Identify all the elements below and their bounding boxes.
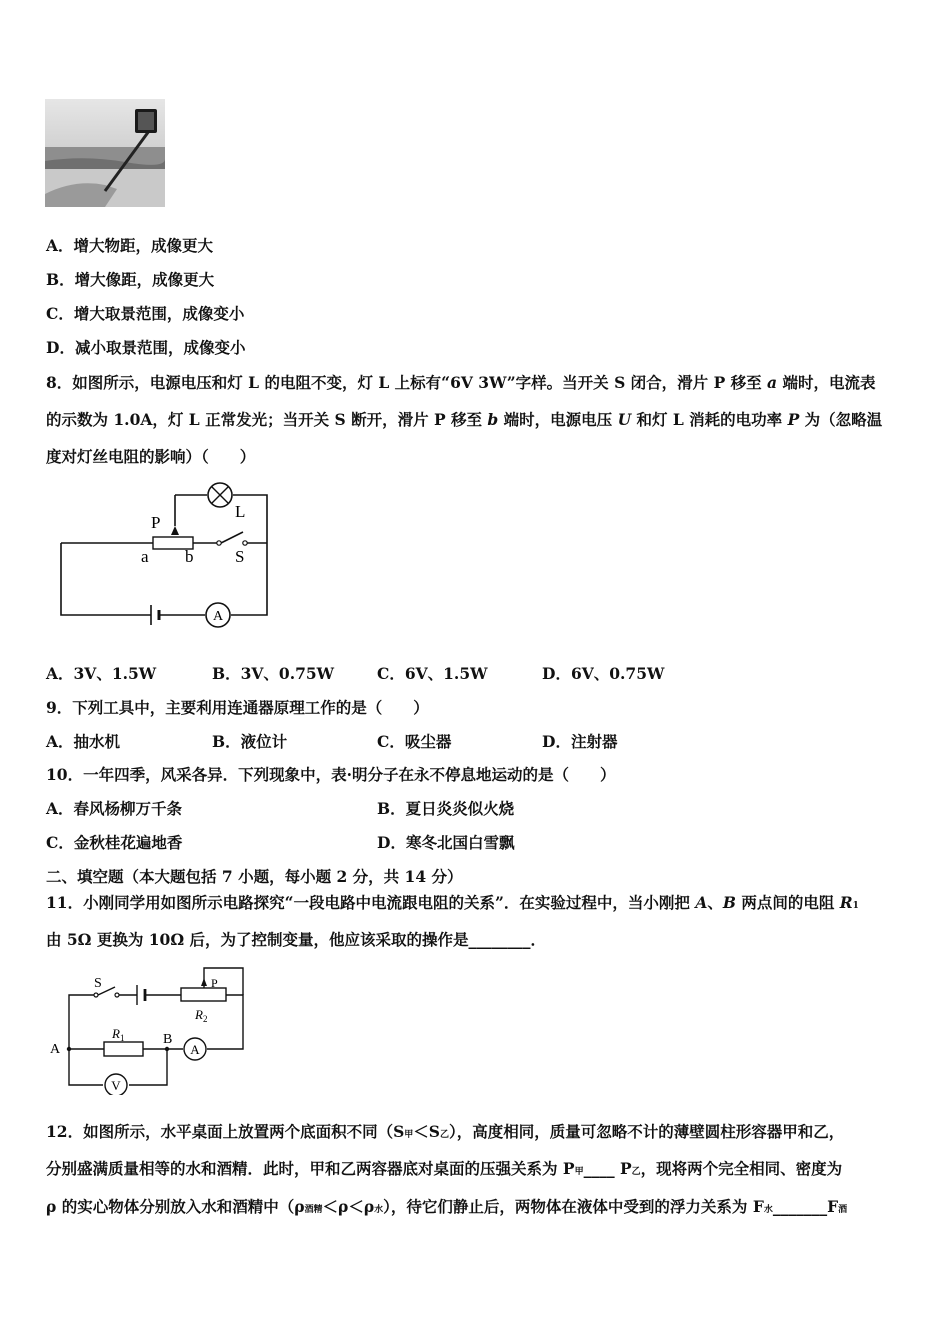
q8-option-a: A．3V、1.5W bbox=[46, 664, 157, 683]
q8-label-P: P bbox=[151, 513, 161, 532]
q7-option-d: D．减小取景范围，成像变小 bbox=[46, 338, 246, 357]
q11-line1-R: R bbox=[839, 893, 853, 912]
svg-text:A: A bbox=[190, 1042, 200, 1057]
q12-line3-pre: ρ 的实心物体分别放入水和酒精中（ρ bbox=[46, 1197, 305, 1216]
svg-text:V: V bbox=[111, 1078, 121, 1093]
q12-line3-mid3: _______F bbox=[772, 1197, 839, 1216]
q8-label-a: a bbox=[141, 547, 149, 566]
q11-label-R2: $R_2$ bbox=[195, 1007, 208, 1024]
q12-line2-mid: ____ P bbox=[583, 1159, 632, 1178]
q8-stem-line1 bbox=[46, 373, 875, 393]
q12-line3-sub3: 水 bbox=[763, 1205, 773, 1215]
q11-line1-mid: 两点间的电阻 bbox=[735, 893, 840, 912]
q7-option-a: A．增大物距，成像更大 bbox=[46, 236, 214, 255]
q12-stem-line3 bbox=[46, 1197, 847, 1220]
q8-line2-U: U bbox=[617, 410, 632, 429]
q11-line1-B: B bbox=[722, 893, 736, 912]
q10-option-d: D．寒冬北国白雪飘 bbox=[377, 833, 515, 852]
q10-option-c: C．金秋桂花遍地香 bbox=[46, 833, 183, 852]
q11-label-P: P bbox=[211, 976, 218, 990]
q12-line1-mid: ＜S bbox=[413, 1122, 440, 1141]
q8-option-d: D．6V、0.75W bbox=[542, 664, 665, 683]
q8-line1-pre: 8．如图所示，电源电压和灯 L 的电阻不变，灯 L 上标有“6V 3W”字样。当开关 S 闭合，滑片 P 移至 bbox=[46, 373, 768, 392]
q11-rheostat-r2 bbox=[181, 988, 226, 1001]
q8-line2-mid2: 和灯 L 消耗的电功率 bbox=[631, 410, 788, 429]
q12-line3-sub2: 水 bbox=[374, 1205, 384, 1215]
q11-line1-sep: 、 bbox=[707, 893, 723, 912]
q7-option-b: B．增大像距，成像更大 bbox=[46, 270, 215, 289]
q12-line3-mid: ＜ρ＜ρ bbox=[322, 1197, 375, 1216]
q8-stem-line2 bbox=[46, 410, 882, 430]
q11-resistor-r1 bbox=[104, 1042, 143, 1056]
q12-stem-line1 bbox=[46, 1122, 844, 1145]
q8-line2-b: b bbox=[487, 410, 499, 429]
q9-option-a: A．抽水机 bbox=[46, 732, 121, 751]
q8-line2-P: P bbox=[787, 410, 800, 429]
q12-line1-post: ），高度相同，质量可忽略不计的薄壁圆柱形容器甲和乙， bbox=[449, 1122, 845, 1141]
q12-line1-sub1: 甲 bbox=[404, 1130, 414, 1140]
q12-line2-sub2: 乙 bbox=[631, 1167, 641, 1177]
q11-label-B-node: B bbox=[163, 1032, 173, 1047]
q8-line2-mid: 端时，电源电压 bbox=[498, 410, 618, 429]
selfie-stick-photo bbox=[45, 99, 165, 207]
q8-circuit-diagram bbox=[55, 480, 275, 630]
q11-label-S: S bbox=[94, 976, 102, 991]
q10-option-b: B．夏日炎炎似火烧 bbox=[377, 799, 515, 818]
q12-line2-pre: 分别盛满质量相等的水和酒精．此时，甲和乙两容器底对桌面的压强关系为 P bbox=[46, 1159, 575, 1178]
q11-label-R1: $R_1$ bbox=[112, 1026, 125, 1043]
q11-battery-icon bbox=[137, 985, 145, 1005]
q11-stem-line1 bbox=[46, 893, 859, 916]
q8-line1-a: a bbox=[767, 373, 778, 392]
q8-label-S: S bbox=[235, 547, 245, 566]
q12-line2-post: ，现将两个完全相同、密度为 bbox=[640, 1159, 843, 1178]
q11-stem-line2: 由 5Ω 更换为 10Ω 后，为了控制变量，他应该采取的操作是________． bbox=[46, 930, 547, 949]
q10-option-a: A．春风杨柳万千条 bbox=[46, 799, 183, 818]
q12-stem-line2 bbox=[46, 1159, 842, 1182]
q11-ammeter-icon bbox=[184, 1038, 206, 1060]
q9-stem: 9．下列工具中，主要利用连通器原理工作的是（ ） bbox=[46, 698, 429, 717]
q7-option-c: C．增大取景范围，成像变小 bbox=[46, 304, 245, 323]
q11-circuit-diagram bbox=[45, 965, 255, 1095]
q12-line3-mid2: ），待它们静止后，两物体在液体中受到的浮力关系为 F bbox=[383, 1197, 764, 1216]
q8-option-c: C．6V、1.5W bbox=[377, 664, 488, 683]
q8-label-L: L bbox=[235, 502, 246, 521]
q12-line2-sub1: 甲 bbox=[574, 1167, 584, 1177]
q11-line1-sub: 1 bbox=[852, 901, 859, 911]
q12-line1-sub2: 乙 bbox=[439, 1130, 449, 1140]
q11-line1-A: A bbox=[695, 893, 708, 912]
q8-stem-line3: 度对灯丝电阻的影响）（ ） bbox=[46, 447, 256, 466]
q9-option-c: C．吸尘器 bbox=[377, 732, 452, 751]
q11-voltmeter-icon bbox=[105, 1074, 127, 1095]
q9-option-b: B．液位计 bbox=[212, 732, 288, 751]
q10-stem: 10．一年四季，风采各异．下列现象中，表·明分子在永不停息地运动的是（ ） bbox=[46, 765, 616, 784]
q8-battery-icon bbox=[151, 605, 159, 625]
q8-line2-pre: 的示数为 1.0A，灯 L 正常发光；当开关 S 断开，滑片 P 移至 bbox=[46, 410, 488, 429]
q8-option-b: B．3V、0.75W bbox=[212, 664, 335, 683]
q11-line1-pre: 11．小刚同学用如图所示电路探究“一段电路中电流跟电阻的关系”．在实验过程中，当小刚把 bbox=[46, 893, 696, 912]
q8-line1-post: 端时，电流表 bbox=[777, 373, 876, 392]
q8-line2-post: 为（忽略温 bbox=[799, 410, 883, 429]
q9-option-d: D．注射器 bbox=[542, 732, 618, 751]
q8-ammeter-icon bbox=[206, 603, 230, 627]
svg-text:A: A bbox=[212, 609, 224, 624]
q12-line1-pre: 12．如图所示，水平桌面上放置两个底面积不同（S bbox=[46, 1122, 405, 1141]
q12-line3-sub1: 酒精 bbox=[304, 1205, 323, 1215]
section-2-heading: 二、填空题（本大题包括 7 小题，每小题 2 分，共 14 分） bbox=[46, 867, 463, 886]
q8-lamp-icon bbox=[208, 483, 232, 507]
q8-label-b: b bbox=[185, 547, 194, 566]
q11-label-A-node: A bbox=[50, 1042, 61, 1057]
q12-line3-sub4: 酒 bbox=[838, 1205, 848, 1215]
